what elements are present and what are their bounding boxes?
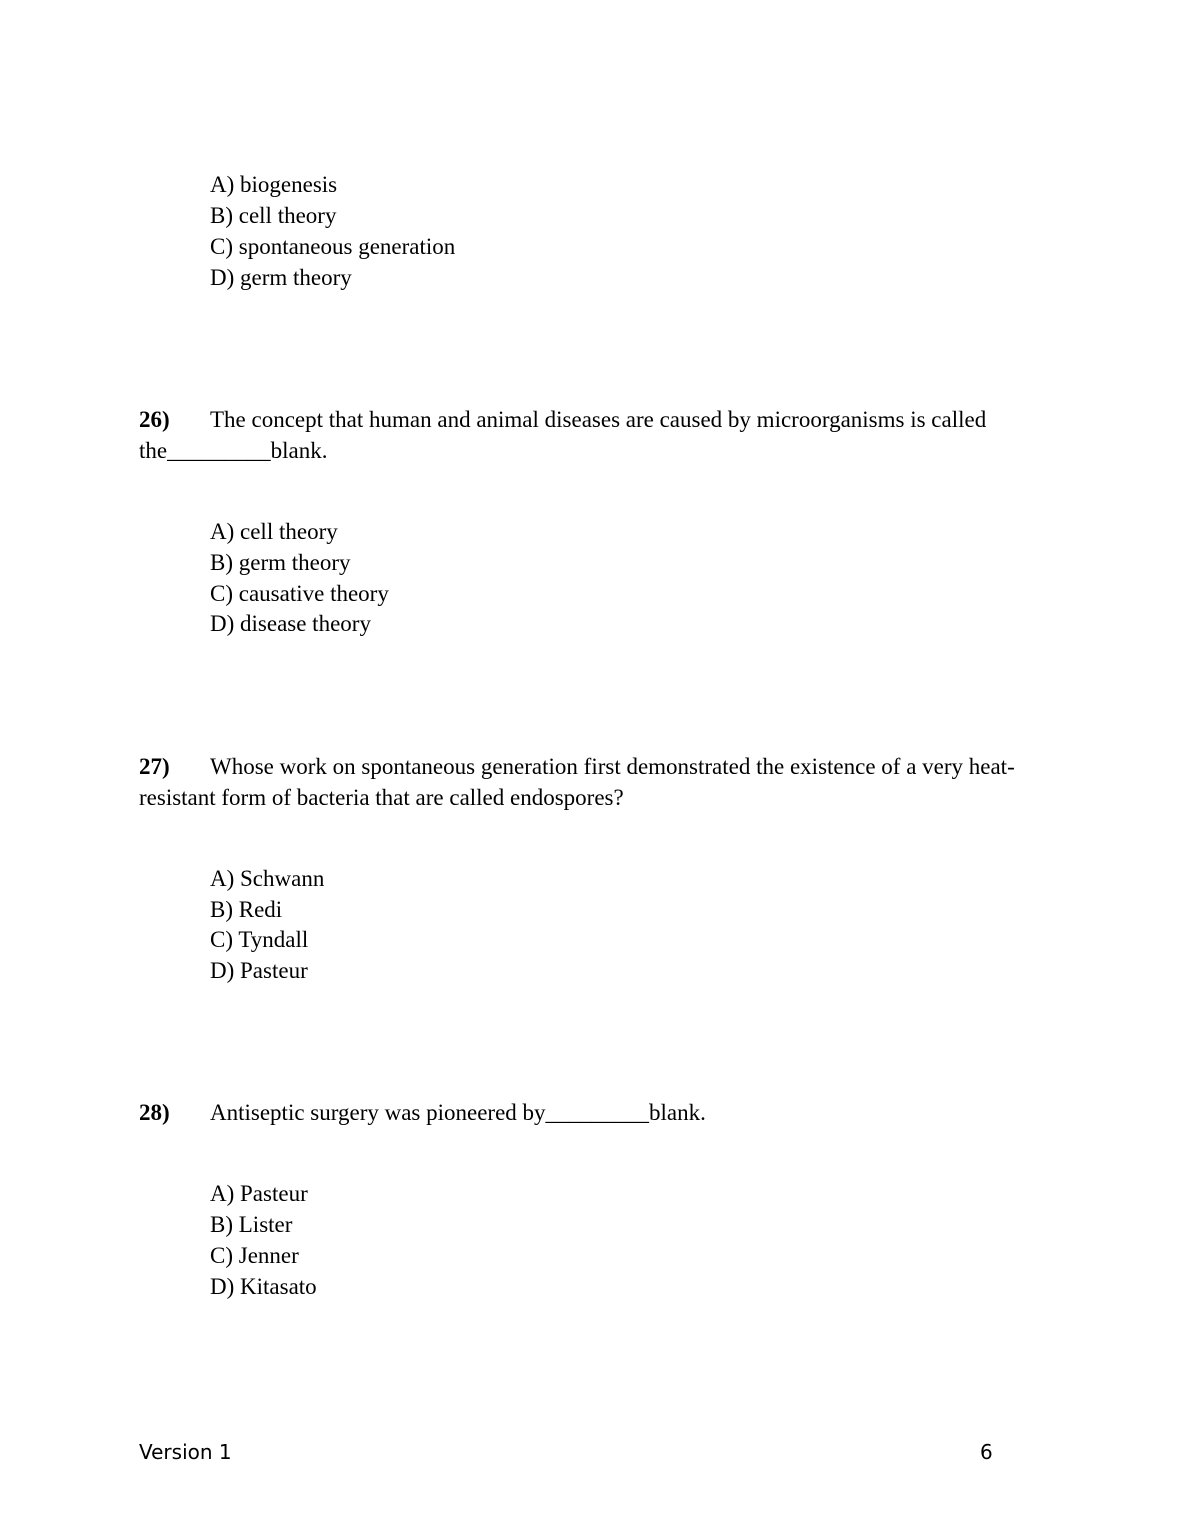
- q27-text-line1: Whose work on spontaneous generation first demonstrated the existence of a very heat-: [210, 754, 1015, 779]
- q27-option-b: B) Redi: [210, 897, 283, 922]
- q25-option-c: C) spontaneous generation: [210, 234, 456, 259]
- q27-option-d: D) Pasteur: [210, 958, 308, 983]
- q26-number: 26): [139, 407, 170, 432]
- q28-text-line1: Antiseptic surgery was pioneered by_________blank.: [210, 1100, 706, 1125]
- footer-version: Version 1: [139, 1440, 232, 1464]
- q28-option-d: D) Kitasato: [210, 1274, 317, 1299]
- q27-option-c: C) Tyndall: [210, 927, 309, 952]
- q28-option-c: C) Jenner: [210, 1243, 299, 1268]
- q28-option-b: B) Lister: [210, 1212, 293, 1237]
- q26-option-c: C) causative theory: [210, 581, 389, 606]
- q25-option-b: B) cell theory: [210, 203, 337, 228]
- q27-text-line2: resistant form of bacteria that are called endospores?: [139, 785, 624, 810]
- q26-option-d: D) disease theory: [210, 611, 371, 636]
- q26-option-a: A) cell theory: [210, 519, 338, 544]
- q28-number: 28): [139, 1100, 170, 1125]
- q26-option-b: B) germ theory: [210, 550, 351, 575]
- q27-option-a: A) Schwann: [210, 866, 325, 891]
- q26-text-line2: the_________blank.: [139, 438, 328, 463]
- q27-number: 27): [139, 754, 170, 779]
- footer-page-number: 6: [980, 1440, 993, 1464]
- q25-option-d: D) germ theory: [210, 265, 352, 290]
- q25-option-a: A) biogenesis: [210, 172, 338, 197]
- q26-text-line1: The concept that human and animal diseases are caused by microorganisms is called: [210, 407, 987, 432]
- q28-option-a: A) Pasteur: [210, 1181, 308, 1206]
